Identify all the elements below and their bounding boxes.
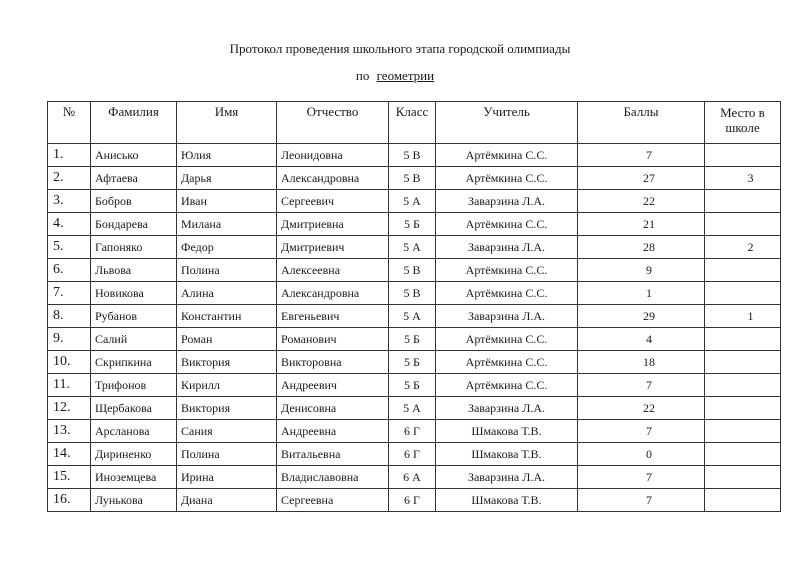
header-num: № [48, 102, 91, 144]
cell-patronymic: Евгеньевич [277, 305, 389, 328]
cell-patronymic: Сергеевна [277, 489, 389, 512]
cell-place [705, 282, 781, 305]
cell-first-name: Кирилл [177, 374, 277, 397]
cell-patronymic: Андреевна [277, 420, 389, 443]
document-subtitle [0, 68, 795, 84]
table-row [48, 466, 781, 489]
cell-first-name: Диана [177, 489, 277, 512]
cell-score: 27 [578, 167, 705, 190]
cell-first-name: Алина [177, 282, 277, 305]
cell-first-name: Ирина [177, 466, 277, 489]
cell-last-name: Арсланова [91, 420, 177, 443]
cell-teacher: Артёмкина С.С. [436, 351, 578, 374]
cell-patronymic: Дмитриевич [277, 236, 389, 259]
cell-first-name: Юлия [177, 144, 277, 167]
cell-place: 2 [705, 236, 781, 259]
cell-first-name: Константин [177, 305, 277, 328]
cell-first-name: Полина [177, 259, 277, 282]
cell-score: 22 [578, 397, 705, 420]
cell-teacher: Артёмкина С.С. [436, 144, 578, 167]
cell-score: 7 [578, 374, 705, 397]
cell-score: 18 [578, 351, 705, 374]
cell-patronymic: Алексеевна [277, 259, 389, 282]
table-row [48, 259, 781, 282]
table-row [48, 420, 781, 443]
cell-place [705, 420, 781, 443]
cell-last-name: Щербакова [91, 397, 177, 420]
cell-num: 11. [48, 374, 91, 397]
cell-teacher: Заварзина Л.А. [436, 397, 578, 420]
cell-num: 6. [48, 259, 91, 282]
cell-score: 7 [578, 466, 705, 489]
cell-score: 7 [578, 420, 705, 443]
cell-patronymic: Романович [277, 328, 389, 351]
cell-grade: 6 Г [389, 443, 436, 466]
cell-teacher: Артёмкина С.С. [436, 328, 578, 351]
table-row [48, 305, 781, 328]
cell-last-name: Новикова [91, 282, 177, 305]
cell-teacher: Заварзина Л.А. [436, 305, 578, 328]
cell-patronymic: Сергеевич [277, 190, 389, 213]
table-row [48, 144, 781, 167]
cell-score: 7 [578, 489, 705, 512]
cell-place: 3 [705, 167, 781, 190]
table-row [48, 213, 781, 236]
cell-first-name: Полина [177, 443, 277, 466]
cell-teacher: Шмакова Т.В. [436, 443, 578, 466]
table-row [48, 190, 781, 213]
cell-place [705, 328, 781, 351]
cell-patronymic: Витальевна [277, 443, 389, 466]
table-body [48, 144, 781, 512]
cell-place: 1 [705, 305, 781, 328]
cell-grade: 5 А [389, 236, 436, 259]
cell-first-name: Федор [177, 236, 277, 259]
cell-num: 9. [48, 328, 91, 351]
table-row [48, 489, 781, 512]
cell-last-name: Гапоняко [91, 236, 177, 259]
cell-teacher: Заварзина Л.А. [436, 190, 578, 213]
cell-score: 4 [578, 328, 705, 351]
cell-place [705, 489, 781, 512]
table-row [48, 328, 781, 351]
cell-grade: 5 Б [389, 213, 436, 236]
subject-name: геометрии [376, 68, 435, 83]
cell-score: 21 [578, 213, 705, 236]
cell-first-name: Роман [177, 328, 277, 351]
cell-first-name: Сания [177, 420, 277, 443]
cell-score: 29 [578, 305, 705, 328]
cell-num: 1. [48, 144, 91, 167]
cell-place [705, 466, 781, 489]
cell-patronymic: Александровна [277, 282, 389, 305]
cell-last-name: Бобров [91, 190, 177, 213]
cell-last-name: Иноземцева [91, 466, 177, 489]
cell-patronymic: Денисовна [277, 397, 389, 420]
cell-place [705, 351, 781, 374]
cell-grade: 5 А [389, 397, 436, 420]
cell-place [705, 259, 781, 282]
cell-num: 15. [48, 466, 91, 489]
document-title: Протокол проведения школьного этапа городской олимпиады [229, 41, 571, 56]
cell-grade: 5 Б [389, 374, 436, 397]
cell-score: 28 [578, 236, 705, 259]
cell-first-name: Дарья [177, 167, 277, 190]
cell-num: 3. [48, 190, 91, 213]
cell-score: 7 [578, 144, 705, 167]
cell-num: 13. [48, 420, 91, 443]
cell-place [705, 374, 781, 397]
cell-num: 10. [48, 351, 91, 374]
header-score: Баллы [578, 102, 705, 144]
cell-grade: 5 В [389, 282, 436, 305]
cell-num: 12. [48, 397, 91, 420]
cell-place [705, 213, 781, 236]
cell-patronymic: Владиславовна [277, 466, 389, 489]
cell-teacher: Заварзина Л.А. [436, 236, 578, 259]
cell-last-name: Бондарева [91, 213, 177, 236]
cell-num: 8. [48, 305, 91, 328]
cell-last-name: Скрипкина [91, 351, 177, 374]
cell-last-name: Лунькова [91, 489, 177, 512]
table-row [48, 397, 781, 420]
table-header-row [48, 102, 781, 144]
cell-teacher: Артёмкина С.С. [436, 374, 578, 397]
cell-grade: 5 А [389, 190, 436, 213]
cell-last-name: Рубанов [91, 305, 177, 328]
cell-teacher: Заварзина Л.А. [436, 466, 578, 489]
cell-score: 9 [578, 259, 705, 282]
cell-last-name: Львова [91, 259, 177, 282]
cell-teacher: Шмакова Т.В. [436, 420, 578, 443]
cell-place [705, 144, 781, 167]
cell-num: 2. [48, 167, 91, 190]
cell-first-name: Милана [177, 213, 277, 236]
subtitle-prefix: по [355, 68, 370, 83]
cell-place [705, 443, 781, 466]
cell-place [705, 397, 781, 420]
cell-teacher: Артёмкина С.С. [436, 259, 578, 282]
cell-first-name: Иван [177, 190, 277, 213]
cell-score: 1 [578, 282, 705, 305]
cell-patronymic: Дмитриевна [277, 213, 389, 236]
cell-first-name: Виктория [177, 351, 277, 374]
cell-num: 4. [48, 213, 91, 236]
table-row [48, 282, 781, 305]
cell-grade: 5 Б [389, 351, 436, 374]
cell-grade: 5 В [389, 167, 436, 190]
cell-score: 0 [578, 443, 705, 466]
table-row [48, 374, 781, 397]
cell-num: 14. [48, 443, 91, 466]
cell-patronymic: Леонидовна [277, 144, 389, 167]
cell-grade: 5 Б [389, 328, 436, 351]
cell-grade: 5 А [389, 305, 436, 328]
header-first-name: Имя [177, 102, 277, 144]
cell-last-name: Афтаева [91, 167, 177, 190]
cell-teacher: Артёмкина С.С. [436, 282, 578, 305]
header-patronymic: Отчество [277, 102, 389, 144]
header-teacher: Учитель [436, 102, 578, 144]
cell-teacher: Артёмкина С.С. [436, 167, 578, 190]
cell-num: 7. [48, 282, 91, 305]
cell-place [705, 190, 781, 213]
table-row [48, 443, 781, 466]
cell-grade: 5 В [389, 259, 436, 282]
table-row [48, 167, 781, 190]
cell-first-name: Виктория [177, 397, 277, 420]
table-row [48, 351, 781, 374]
cell-grade: 6 Г [389, 420, 436, 443]
cell-grade: 5 В [389, 144, 436, 167]
cell-patronymic: Александровна [277, 167, 389, 190]
cell-teacher: Шмакова Т.В. [436, 489, 578, 512]
cell-score: 22 [578, 190, 705, 213]
cell-last-name: Дириненко [91, 443, 177, 466]
cell-grade: 6 А [389, 466, 436, 489]
cell-last-name: Трифонов [91, 374, 177, 397]
header-grade: Класс [389, 102, 436, 144]
cell-patronymic: Викторовна [277, 351, 389, 374]
cell-grade: 6 Г [389, 489, 436, 512]
header-place: Место в школе [705, 102, 781, 144]
results-table [47, 101, 781, 512]
table-row [48, 236, 781, 259]
cell-num: 16. [48, 489, 91, 512]
cell-last-name: Салий [91, 328, 177, 351]
header-last-name: Фамилия [91, 102, 177, 144]
cell-last-name: Анисько [91, 144, 177, 167]
cell-teacher: Артёмкина С.С. [436, 213, 578, 236]
cell-num: 5. [48, 236, 91, 259]
cell-patronymic: Андреевич [277, 374, 389, 397]
